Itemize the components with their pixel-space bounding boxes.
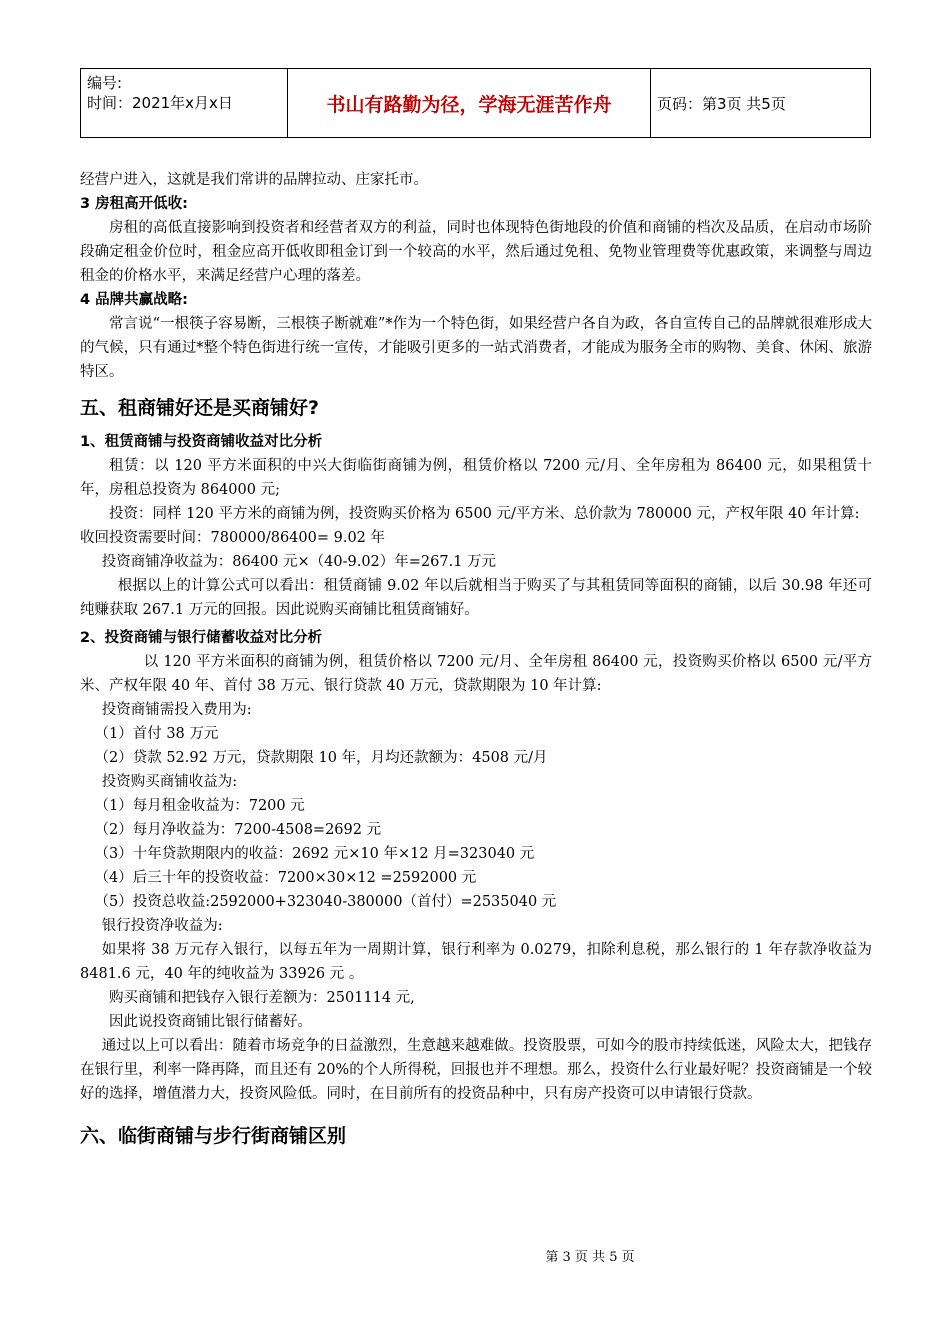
paragraph: 房租的高低直接影响到投资者和经营者双方的利益，同时也体现特色街地段的价值和商铺的档次及品质，在启动市场阶段确定租金价位时，租金应高开低收即租金订到一个较高的水平，然后通过免租、免物业管理费等优惠政策，来调整与周边租金的价格水平，来满足经营户心理的落差。 xyxy=(80,220,872,284)
paragraph: 投资商铺净收益为：86400 元×（40-9.02）年=267.1 万元 xyxy=(101,554,497,570)
page-footer: 第 3 页 共 5 页 xyxy=(545,1250,635,1265)
paragraph: 银行投资净收益为: xyxy=(101,918,223,934)
paragraph: 投资商铺需投入费用为: xyxy=(101,702,252,718)
paragraph: 购买商铺和把钱存入银行差额为：2501114 元, xyxy=(109,990,415,1006)
document-body xyxy=(80,168,872,1158)
list-item: （5）投资总收益:2592000+323040-380000（首付）=2535040 元 xyxy=(94,894,557,910)
header-meta-cell xyxy=(81,69,288,137)
paragraph: 根据以上的计算公式可以看出：租赁商铺 9.02 年以后就相当于购买了与其租赁同等面积的商铺，以后 30.98 年还可纯赚获取 267.1 万元的回报。因此说购买商铺比租赁商铺好。 xyxy=(80,578,872,618)
subsection-heading-5-2: 2、投资商铺与银行储蓄收益对比分析 xyxy=(80,630,323,646)
list-item: （2）贷款 52.92 万元，贷款期限 10 年，月均还款额为：4508 元/月 xyxy=(94,750,548,766)
list-item: （4）后三十年的投资收益：7200×30×12 =2592000 元 xyxy=(94,870,477,886)
paragraph: 投资：同样 120 平方米的商铺为例，投资购买价格为 6500 元/平方米、总价款为 780000 元，产权年限 40 年计算: xyxy=(109,506,860,522)
paragraph: 因此说投资商铺比银行储蓄好。 xyxy=(109,1014,312,1030)
subsection-heading-5-1: 1、租赁商铺与投资商铺收益对比分析 xyxy=(80,434,323,450)
paragraph: 如果将 38 万元存入银行，以每五年为一周期计算，银行利率为 0.0279，扣除利息税，那么银行的 1 年存款净收益为 8481.6 元，40 年的纯收益为 33926 元 。 xyxy=(80,942,872,982)
number-label: 编号: xyxy=(87,74,123,92)
paragraph: 租赁：以 120 平方米面积的中兴大街临街商铺为例，租赁价格以 7200 元/月、全年房租为 86400 元，如果租赁十年，房租总投资为 864000 元; xyxy=(80,458,872,498)
header-table xyxy=(80,68,871,138)
chapter-heading-5: 五、租商铺好还是买商铺好? xyxy=(80,397,320,419)
list-item: （1）每月租金收益为：7200 元 xyxy=(94,798,305,814)
section-heading-brand: 4 品牌共赢战略: xyxy=(80,292,188,308)
page-info: 页码：第3页 共5页 xyxy=(657,94,786,113)
paragraph: 经营户进入，这就是我们常讲的品牌拉动、庄家托市。 xyxy=(80,172,428,188)
chapter-heading-6: 六、临街商铺与步行街商铺区别 xyxy=(80,1125,347,1147)
date-label: 时间：2021年x月x日 xyxy=(87,94,233,112)
paragraph: 投资购买商铺收益为: xyxy=(101,774,238,790)
paragraph: 以 120 平方米面积的商铺为例，租赁价格以 7200 元/月、全年房租 86400 元，投资购买价格以 6500 元/平方米、产权年限 40 年、首付 38 万元、银行贷款 40 万元，贷款期限为 10 年计算: xyxy=(80,654,872,694)
paragraph: 常言说“一根筷子容易断，三根筷子断就难”*作为一个特色街，如果经营户各自为政，各自宣传自己的品牌就很难形成大的气候，只有通过*整个特色街进行统一宣传，才能吸引更多的一站式消费者，才能成为服务全市的购物、美食、休闲、旅游特区。 xyxy=(80,316,872,380)
list-item: （1）首付 38 万元 xyxy=(94,726,219,742)
paragraph: 通过以上可以看出：随着市场竞争的日益激烈，生意越来越难做。投资股票，可如今的股市持续低迷，风险太大，把钱存在银行里，利率一降再降，而且还有 20%的个人所得税，回报也并不理想。那么，投资什么行业最好呢？投资商铺是一个较好的选择，增值潜力大，投资风险低。同时，在目前所有的投资品种中，只有房产投资可以申请银行贷款。 xyxy=(80,1038,872,1102)
list-item: （3）十年贷款期限内的收益：2692 元×10 年×12 月=323040 元 xyxy=(94,846,535,862)
paragraph: 收回投资需要时间：780000/86400= 9.02 年 xyxy=(80,530,386,546)
motto: 书山有路勤为径，学海无涯苦作舟 xyxy=(288,69,651,137)
list-item: （2）每月净收益为：7200-4508=2692 元 xyxy=(94,822,382,838)
section-heading-rent: 3 房租高开低收: xyxy=(80,196,188,212)
